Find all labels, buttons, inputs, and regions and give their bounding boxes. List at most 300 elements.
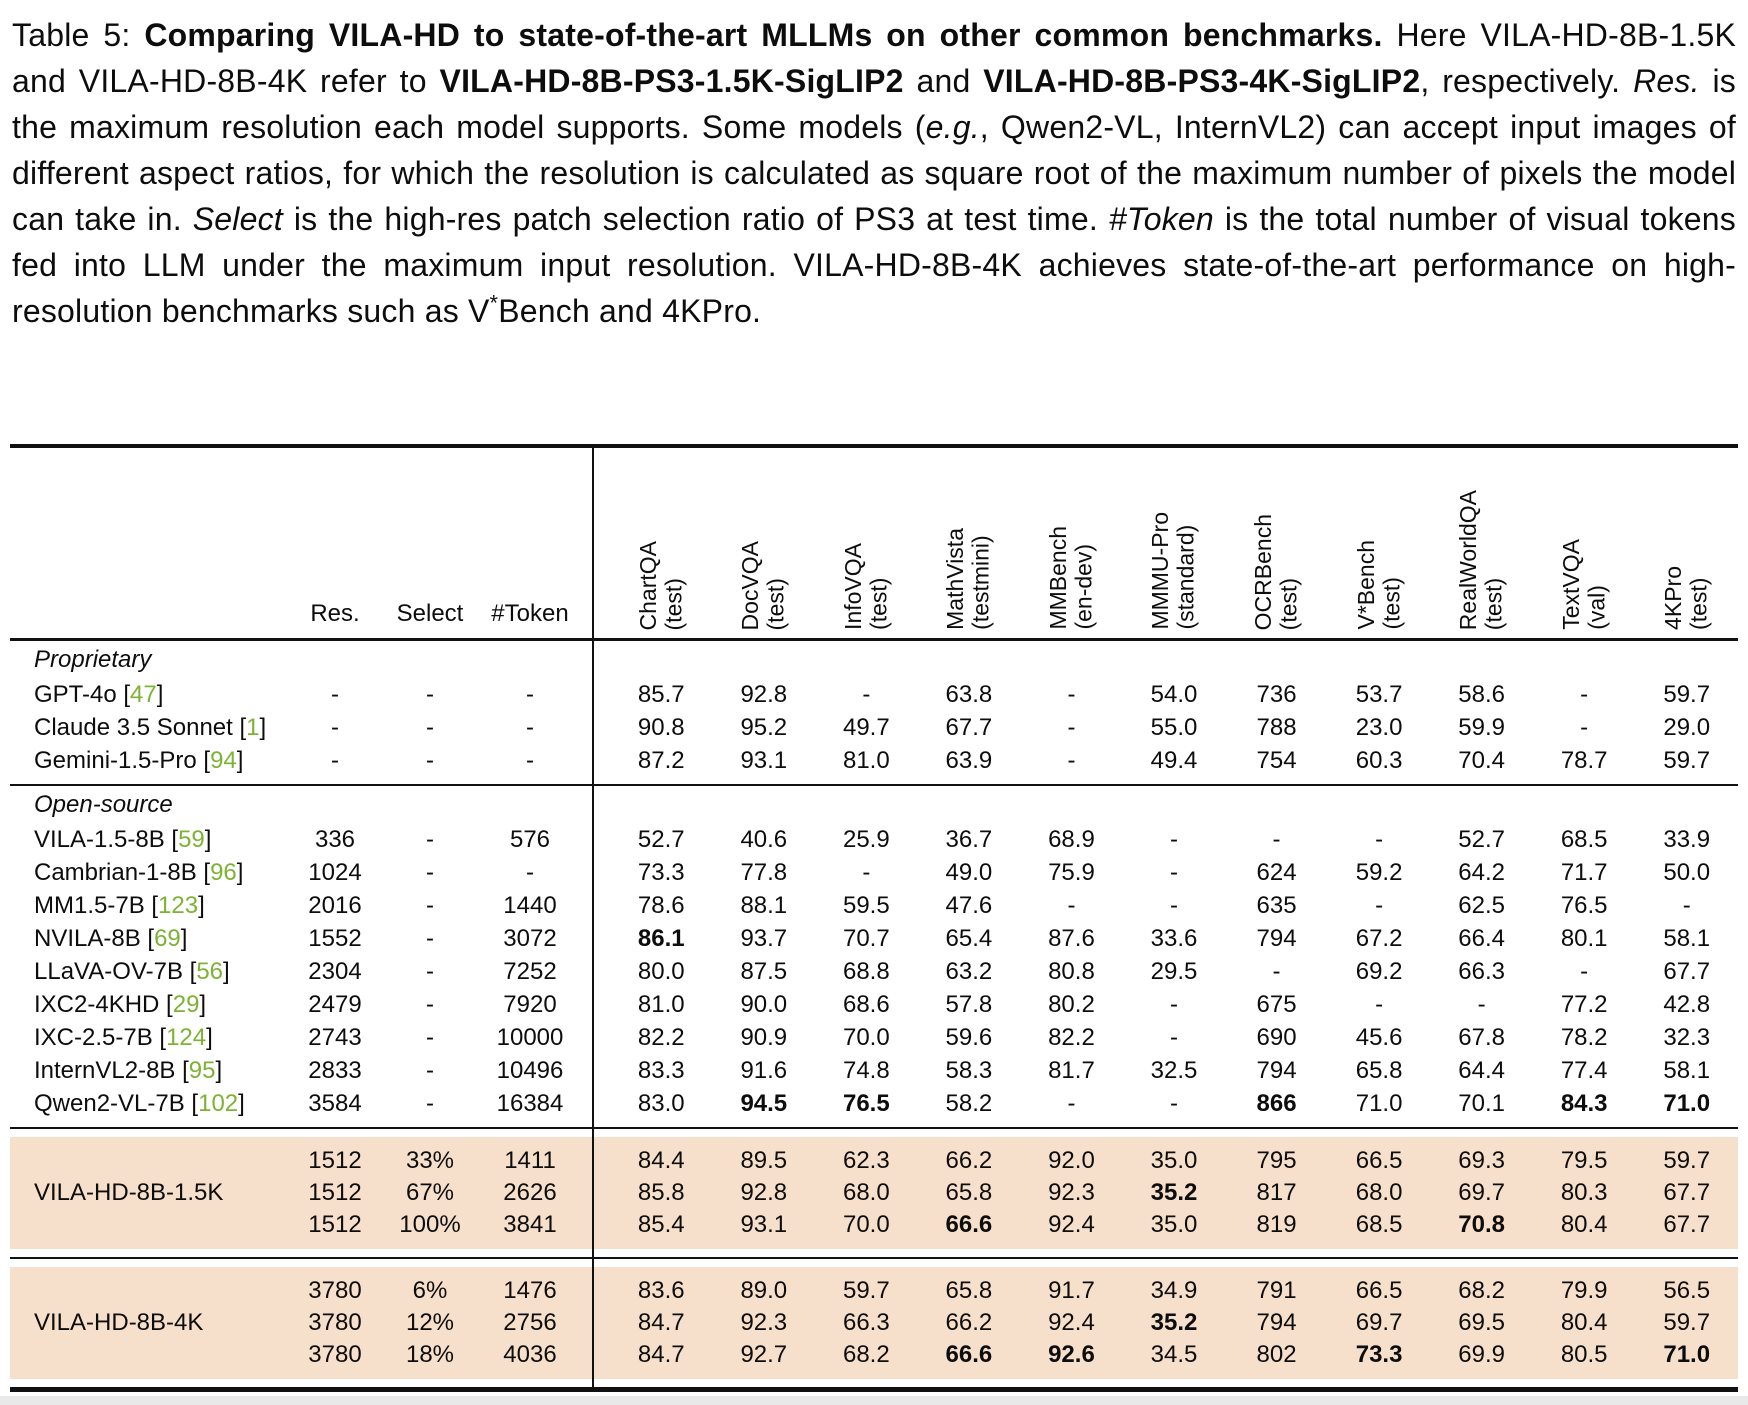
- cell-value: 58.1: [1663, 924, 1711, 952]
- model-name: IXC2-4KHD: [34, 990, 160, 1018]
- cell-value: 68.8: [842, 957, 890, 985]
- column-header-rotated-text: [1148, 512, 1199, 630]
- cell-value: 89.0: [740, 1277, 788, 1304]
- cell-value: -: [1272, 825, 1281, 853]
- table-row: [10, 1275, 1738, 1307]
- cell-value: -: [1169, 825, 1178, 853]
- model-name: InternVL2-8B: [34, 1056, 176, 1084]
- cell-select: -: [426, 1056, 434, 1084]
- caption-segment: Table 5:: [12, 17, 145, 53]
- cell-value: 75.9: [1048, 858, 1095, 886]
- cell-value: 89.5: [740, 1147, 788, 1174]
- column-header-name: RealWorldQA: [1455, 489, 1482, 630]
- section-label-row: [10, 786, 1738, 823]
- table-rule-mid: [10, 1257, 1738, 1259]
- cell-value: 47.6: [945, 891, 993, 919]
- cell-value: 73.3: [1355, 1341, 1403, 1368]
- cell-value: 33.9: [1663, 825, 1711, 853]
- highlight-block: [10, 1267, 1738, 1379]
- caption-segment: Res.: [1633, 63, 1700, 99]
- cell-value: 29.5: [1150, 957, 1198, 985]
- left-column-header: #Token: [491, 600, 569, 627]
- model-name: LLaVA-OV-7B: [34, 957, 183, 985]
- cell-value: 92.3: [740, 1309, 788, 1336]
- cell-value: 91.7: [1048, 1277, 1095, 1304]
- cell-select: 67%: [405, 1179, 455, 1206]
- caption-segment: Comparing VILA-HD to state-of-the-art MLLMs on other common benchmarks.: [144, 17, 1383, 53]
- cell-res: 2304: [308, 957, 362, 985]
- cell-select: -: [426, 924, 434, 952]
- cell-value: 45.6: [1355, 1023, 1403, 1051]
- cell-value: 802: [1256, 1341, 1297, 1368]
- cell-value: 68.6: [842, 990, 890, 1018]
- cell-res: 1512: [308, 1211, 362, 1238]
- caption-segment: #Token: [1108, 201, 1214, 237]
- cell-value: -: [862, 858, 871, 886]
- cell-value: 82.2: [1048, 1023, 1095, 1051]
- column-header-subset: (test): [1685, 577, 1712, 630]
- cell-value: 70.7: [842, 924, 890, 952]
- cell-value: 52.7: [1458, 825, 1505, 853]
- cell-value: 82.2: [637, 1023, 685, 1051]
- cell-value: 52.7: [637, 825, 685, 853]
- citation-number: 69: [154, 924, 181, 952]
- cell-value: 81.0: [637, 990, 685, 1018]
- cell-value: 92.4: [1048, 1211, 1095, 1238]
- column-header-rotated-text: [1354, 540, 1405, 630]
- model-name-cell: InternVL2-8B [95]: [34, 1056, 223, 1084]
- cell-value: 624: [1256, 858, 1297, 886]
- column-header-rotated-text: [841, 543, 892, 630]
- cell-value: 90.8: [637, 713, 685, 741]
- cell-value: -: [1580, 957, 1589, 985]
- cell-value: 69.7: [1355, 1309, 1403, 1336]
- cell-value: 66.3: [842, 1309, 890, 1336]
- cell-value: 66.2: [945, 1309, 993, 1336]
- caption-segment: VILA-HD-8B-PS3-4K-SigLIP2: [983, 63, 1421, 99]
- cell-value: 94.5: [740, 1089, 788, 1117]
- column-header-name: MMMU-Pro: [1147, 512, 1174, 630]
- left-column-header: Select: [396, 600, 464, 627]
- cell-value: 84.4: [637, 1147, 685, 1174]
- cell-value: 92.6: [1048, 1341, 1095, 1368]
- cell-value: -: [1169, 891, 1178, 919]
- column-header-rotated-text: [1456, 490, 1507, 630]
- caption-segment: is the total number of visual tokens fed into LLM under the maximum input resolution. VILA-HD-8B-4K achieves state-of-the-art performance on high-resolution benchmarks such as V: [12, 201, 1736, 329]
- cell-value: 68.0: [1355, 1179, 1403, 1206]
- cell-value: -: [1067, 713, 1076, 741]
- cell-token: 2626: [503, 1179, 557, 1206]
- cell-res: 1024: [308, 858, 362, 886]
- cell-value: 77.2: [1560, 990, 1608, 1018]
- cell-value: 58.3: [945, 1056, 993, 1084]
- cell-select: -: [426, 825, 434, 853]
- cell-value: 93.1: [740, 1211, 788, 1238]
- cell-value: 53.7: [1355, 680, 1403, 708]
- cell-value: 59.7: [1663, 680, 1711, 708]
- cell-value: 83.0: [637, 1089, 685, 1117]
- cell-value: 92.0: [1048, 1147, 1095, 1174]
- cell-value: 80.1: [1560, 924, 1608, 952]
- caption-segment: is the maximum resolution each model supports. Some models (: [12, 63, 1736, 145]
- column-header-rotated-text: [636, 541, 687, 630]
- cell-value: 36.7: [945, 825, 993, 853]
- cell-value: 84.3: [1560, 1089, 1608, 1117]
- cell-value: 92.4: [1048, 1309, 1095, 1336]
- model-name: NVILA-8B: [34, 924, 141, 952]
- citation-number: 56: [196, 957, 224, 985]
- cell-value: 35.2: [1150, 1179, 1198, 1206]
- citation-number: 102: [198, 1089, 239, 1117]
- column-header: [1020, 448, 1123, 638]
- cell-res: -: [331, 680, 339, 708]
- column-header-subset: (val): [1583, 585, 1610, 630]
- cell-value: -: [1067, 680, 1076, 708]
- column-header: [1123, 448, 1226, 638]
- column-header: [1225, 448, 1328, 638]
- cell-value: -: [1477, 990, 1486, 1018]
- column-header-rotated-text: [1046, 526, 1097, 630]
- cell-value: 59.7: [842, 1277, 890, 1304]
- cell-res: 2743: [308, 1023, 362, 1051]
- cell-value: 66.4: [1458, 924, 1505, 952]
- table-row: [10, 1307, 1738, 1339]
- section-label: Proprietary: [34, 645, 152, 673]
- cell-value: 60.3: [1355, 746, 1403, 774]
- cell-value: 63.9: [945, 746, 993, 774]
- section-label-row: [10, 641, 1738, 678]
- highlight-model-label: VILA-HD-8B-4K: [34, 1309, 204, 1336]
- table-rule-bottom: [10, 1387, 1738, 1392]
- cell-value: 80.5: [1560, 1341, 1608, 1368]
- cell-value: 23.0: [1355, 713, 1403, 741]
- cell-value: -: [1580, 680, 1589, 708]
- cell-token: 7920: [503, 990, 557, 1018]
- cell-value: 78.6: [637, 891, 685, 919]
- cell-token: -: [526, 680, 534, 708]
- cell-value: 62.5: [1458, 891, 1505, 919]
- cell-value: 70.1: [1458, 1089, 1505, 1117]
- cell-value: 58.1: [1663, 1056, 1711, 1084]
- citation-number: 123: [158, 891, 199, 919]
- table-header-row: [10, 448, 1738, 638]
- column-header-rotated-text: [738, 541, 789, 630]
- cell-value: 63.2: [945, 957, 993, 985]
- cell-value: 87.6: [1048, 924, 1095, 952]
- cell-value: 78.7: [1560, 746, 1608, 774]
- column-header-rotated-text: [1661, 566, 1712, 630]
- cell-res: 1512: [308, 1179, 362, 1206]
- cell-value: -: [1067, 1089, 1076, 1117]
- model-name-cell: NVILA-8B [69]: [34, 924, 188, 952]
- cell-select: 100%: [399, 1211, 461, 1238]
- cell-value: 80.3: [1560, 1179, 1608, 1206]
- cell-value: 65.8: [945, 1179, 993, 1206]
- column-header-rotated-text: [1251, 514, 1302, 630]
- cell-value: 90.0: [740, 990, 788, 1018]
- cell-token: 1476: [503, 1277, 557, 1304]
- cell-value: -: [1375, 891, 1384, 919]
- cell-value: 736: [1256, 680, 1297, 708]
- cell-value: 68.5: [1355, 1211, 1403, 1238]
- model-name-cell: Cambrian-1-8B [96]: [34, 858, 244, 886]
- cell-value: 81.7: [1048, 1056, 1095, 1084]
- column-header-subset: (standard): [1172, 525, 1199, 630]
- cell-value: 87.2: [637, 746, 685, 774]
- cell-value: 69.2: [1355, 957, 1403, 985]
- cell-select: -: [426, 891, 434, 919]
- cell-value: 71.0: [1663, 1341, 1711, 1368]
- cell-value: 63.8: [945, 680, 993, 708]
- cell-value: 88.1: [740, 891, 788, 919]
- cell-value: 690: [1256, 1023, 1297, 1051]
- cell-value: 57.8: [945, 990, 993, 1018]
- cell-value: 66.5: [1355, 1147, 1403, 1174]
- cell-value: 32.3: [1663, 1023, 1711, 1051]
- citation-number: 94: [210, 746, 237, 774]
- cell-select: -: [426, 680, 434, 708]
- cell-token: -: [526, 713, 534, 741]
- table-row: [10, 1054, 1738, 1087]
- column-header: [918, 448, 1021, 638]
- cell-value: 32.5: [1150, 1056, 1198, 1084]
- caption-segment: , Qwen2-VL, InternVL2) can accept input images of different aspect ratios, for which the resolution is calculated as square root of the maximum number of pixels the model can take in.: [12, 109, 1736, 237]
- cell-value: 66.6: [945, 1341, 993, 1368]
- table-section: [10, 786, 1738, 1127]
- cell-value: 795: [1256, 1147, 1297, 1174]
- cell-value: 92.8: [740, 680, 788, 708]
- cell-value: -: [1169, 1023, 1178, 1051]
- cell-value: 67.7: [1663, 1179, 1711, 1206]
- cell-value: 66.3: [1458, 957, 1505, 985]
- cell-value: 80.2: [1048, 990, 1095, 1018]
- section-label: Open-source: [34, 790, 173, 818]
- table-row: [10, 1145, 1738, 1177]
- cell-value: 794: [1256, 924, 1297, 952]
- table-row: [10, 1209, 1738, 1241]
- cell-token: 2756: [503, 1309, 557, 1336]
- model-name: MM1.5-7B: [34, 891, 145, 919]
- caption-segment: Select: [192, 201, 283, 237]
- table-row: [10, 955, 1738, 988]
- model-name-cell: LLaVA-OV-7B [56]: [34, 957, 230, 985]
- cell-token: -: [526, 858, 534, 886]
- citation-number: 1: [246, 713, 260, 741]
- cell-value: 92.7: [740, 1341, 788, 1368]
- cell-value: 25.9: [842, 825, 890, 853]
- caption-segment: Bench and 4KPro.: [498, 293, 762, 329]
- highlight-model-label: VILA-HD-8B-1.5K: [34, 1179, 224, 1206]
- cell-value: 67.7: [1663, 957, 1711, 985]
- model-name: Gemini-1.5-Pro: [34, 746, 197, 774]
- cell-value: 80.0: [637, 957, 685, 985]
- model-name: Claude 3.5 Sonnet: [34, 713, 233, 741]
- cell-res: 2479: [308, 990, 362, 1018]
- cell-token: 10496: [496, 1056, 564, 1084]
- cell-value: -: [1375, 990, 1384, 1018]
- cell-value: -: [1272, 957, 1281, 985]
- cell-value: 68.2: [842, 1341, 890, 1368]
- cell-value: 73.3: [637, 858, 685, 886]
- cell-value: 77.4: [1560, 1056, 1608, 1084]
- cell-value: 93.7: [740, 924, 788, 952]
- cell-value: 66.6: [945, 1211, 993, 1238]
- table-row: [10, 711, 1738, 744]
- citation-number: 124: [166, 1023, 207, 1051]
- cell-select: -: [426, 990, 434, 1018]
- column-header-rotated-text: [1559, 539, 1610, 630]
- cell-value: 68.2: [1458, 1277, 1505, 1304]
- cell-value: 55.0: [1150, 713, 1198, 741]
- column-header-subset: (test): [1480, 577, 1507, 630]
- column-header: [815, 448, 918, 638]
- cell-value: 58.2: [945, 1089, 993, 1117]
- cell-value: 59.9: [1458, 713, 1505, 741]
- cell-value: 794: [1256, 1056, 1297, 1084]
- cell-value: 34.9: [1150, 1277, 1198, 1304]
- column-header-subset: (test): [762, 577, 789, 630]
- cell-select: -: [426, 858, 434, 886]
- column-header: [1533, 448, 1636, 638]
- model-name: Qwen2-VL-7B: [34, 1089, 185, 1117]
- cell-value: 78.2: [1560, 1023, 1608, 1051]
- column-header-name: V*Bench: [1352, 540, 1379, 630]
- cell-value: 65.8: [1355, 1056, 1403, 1084]
- cell-value: 67.7: [1663, 1211, 1711, 1238]
- cell-value: -: [1580, 713, 1589, 741]
- cell-value: 29.0: [1663, 713, 1711, 741]
- cell-value: 71.0: [1663, 1089, 1711, 1117]
- citation-number: 96: [210, 858, 237, 886]
- caption-segment: Here VILA-HD-8B-1.5K and VILA-HD-8B-4K refer to: [12, 17, 1737, 99]
- table-row: [10, 744, 1738, 777]
- model-name-cell: Qwen2-VL-7B [102]: [34, 1089, 245, 1117]
- cell-value: 794: [1256, 1309, 1297, 1336]
- table-body: [10, 641, 1738, 1379]
- cell-token: 1411: [504, 1147, 556, 1174]
- column-header-name: ChartQA: [634, 540, 661, 630]
- cell-res: 336: [314, 825, 356, 853]
- table-row: [10, 889, 1738, 922]
- cell-value: 754: [1256, 746, 1297, 774]
- model-name-cell: GPT-4o [47]: [34, 680, 164, 708]
- cell-value: 34.5: [1150, 1341, 1198, 1368]
- cell-value: 68.0: [842, 1179, 890, 1206]
- table-row: [10, 922, 1738, 955]
- cell-value: 35.0: [1150, 1147, 1198, 1174]
- cell-value: 80.4: [1560, 1211, 1608, 1238]
- cell-value: 64.4: [1458, 1056, 1505, 1084]
- cell-value: 817: [1256, 1179, 1297, 1206]
- caption-segment: and: [903, 63, 984, 99]
- caption-segment: is the high-res patch selection ratio of PS3 at test time.: [282, 201, 1109, 237]
- table-section: [10, 641, 1738, 784]
- cell-value: 59.6: [945, 1023, 993, 1051]
- cell-select: 12%: [405, 1309, 455, 1336]
- cell-value: 56.5: [1663, 1277, 1711, 1304]
- cell-value: 70.8: [1458, 1211, 1505, 1238]
- cell-value: 59.2: [1355, 858, 1403, 886]
- cell-value: 791: [1256, 1277, 1297, 1304]
- model-name-cell: IXC-2.5-7B [124]: [34, 1023, 213, 1051]
- cell-value: 95.2: [740, 713, 788, 741]
- page-bottom-strip: [0, 1396, 1748, 1405]
- cell-token: 3841: [503, 1211, 557, 1238]
- caption-segment: e.g.: [925, 109, 980, 145]
- model-name-cell: MM1.5-7B [123]: [34, 891, 205, 919]
- cell-value: 92.3: [1048, 1179, 1095, 1206]
- cell-token: 1440: [503, 891, 557, 919]
- citation-number: 95: [188, 1056, 216, 1084]
- column-header-subset: (test): [865, 577, 892, 630]
- cell-res: -: [331, 746, 339, 774]
- cell-token: -: [526, 746, 534, 774]
- citation-number: 59: [178, 825, 205, 853]
- column-header-name: TextVQA: [1557, 539, 1584, 630]
- cell-value: 85.8: [637, 1179, 685, 1206]
- cell-value: -: [1682, 891, 1691, 919]
- table-row: [10, 678, 1738, 711]
- model-name-cell: VILA-1.5-8B [59]: [34, 825, 212, 853]
- column-header: [1635, 448, 1738, 638]
- cell-value: 84.7: [637, 1341, 685, 1368]
- cell-select: -: [426, 746, 434, 774]
- column-header-name: DocVQA: [737, 540, 764, 630]
- cell-value: 69.3: [1458, 1147, 1505, 1174]
- table-row: [10, 1087, 1738, 1120]
- cell-value: 80.8: [1048, 957, 1095, 985]
- caption-segment: *: [489, 290, 499, 316]
- column-header: [1430, 448, 1533, 638]
- cell-value: 33.6: [1150, 924, 1198, 952]
- cell-value: 71.7: [1560, 858, 1608, 886]
- cell-value: 93.1: [740, 746, 788, 774]
- cell-value: 66.2: [945, 1147, 993, 1174]
- column-header-subset: (en-dev): [1070, 544, 1097, 630]
- cell-res: 1552: [308, 924, 362, 952]
- highlight-block: [10, 1137, 1738, 1249]
- table-row: [10, 988, 1738, 1021]
- model-name-cell: Claude 3.5 Sonnet [1]: [34, 713, 267, 741]
- cell-select: 6%: [412, 1277, 448, 1304]
- cell-value: -: [1169, 1089, 1178, 1117]
- cell-value: 54.0: [1150, 680, 1198, 708]
- cell-value: 788: [1256, 713, 1297, 741]
- model-name: VILA-1.5-8B: [34, 825, 165, 853]
- cell-value: 67.8: [1458, 1023, 1505, 1051]
- cell-res: 2016: [308, 891, 362, 919]
- cell-value: 70.4: [1458, 746, 1505, 774]
- cell-value: 635: [1256, 891, 1297, 919]
- cell-value: 66.5: [1355, 1277, 1403, 1304]
- cell-value: 84.7: [637, 1309, 685, 1336]
- cell-value: 87.5: [740, 957, 788, 985]
- table-row: [10, 823, 1738, 856]
- table-row: [10, 856, 1738, 889]
- cell-value: 81.0: [842, 746, 890, 774]
- cell-value: 35.0: [1150, 1211, 1198, 1238]
- cell-token: 3072: [503, 924, 557, 952]
- cell-value: 866: [1256, 1089, 1297, 1117]
- cell-value: 59.7: [1663, 746, 1711, 774]
- cell-value: 69.7: [1458, 1179, 1505, 1206]
- caption-segment: VILA-HD-8B-PS3-1.5K-SigLIP2: [439, 63, 904, 99]
- cell-value: 79.9: [1560, 1277, 1608, 1304]
- cell-value: 58.6: [1458, 680, 1505, 708]
- cell-value: 83.6: [637, 1277, 685, 1304]
- column-header-subset: (testmini): [967, 535, 994, 630]
- column-header: [610, 448, 713, 638]
